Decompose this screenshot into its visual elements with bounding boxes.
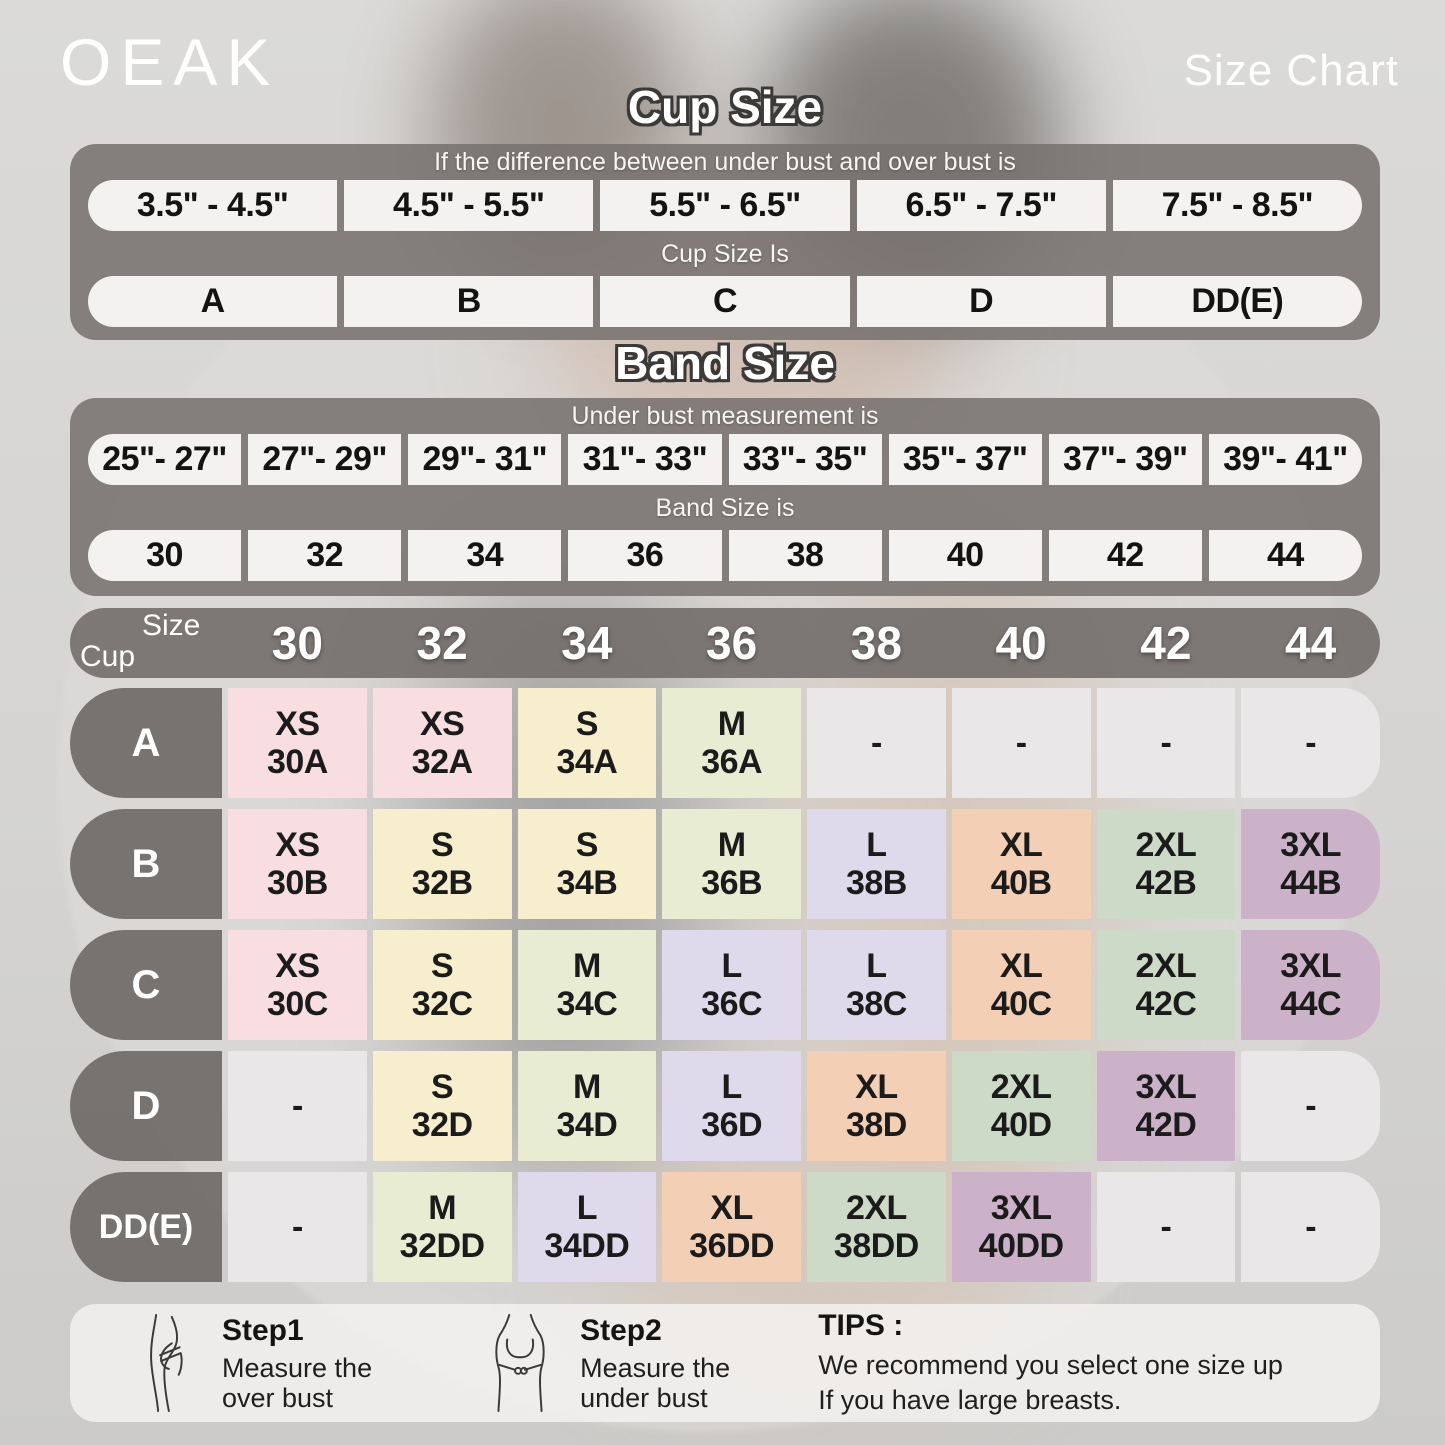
matrix-size-cell xyxy=(1241,809,1380,919)
cell-code: 32D xyxy=(411,1106,473,1144)
band-size-cell: 30 xyxy=(88,530,241,581)
cup-range-cell: 6.5" - 7.5" xyxy=(857,180,1106,231)
cup-range-cell: 7.5" - 8.5" xyxy=(1113,180,1362,231)
cell-code: 30B xyxy=(266,864,328,902)
cell-size: 3XL xyxy=(1280,826,1342,864)
cup-letter-cell: A xyxy=(88,276,337,327)
cell-size: XL xyxy=(855,1068,898,1106)
cell-code: 40B xyxy=(990,864,1052,902)
matrix-size-cell xyxy=(952,930,1091,1040)
matrix-size-cell xyxy=(1097,1051,1236,1161)
tips-line2: If you have large breasts. xyxy=(818,1384,1122,1415)
cell-size: S xyxy=(431,947,454,985)
cell-code: 32B xyxy=(411,864,473,902)
cell-code: 32A xyxy=(411,743,473,781)
cell-code: 40D xyxy=(990,1106,1052,1144)
matrix-size-cell xyxy=(373,688,512,798)
matrix-size-cell xyxy=(952,1172,1091,1282)
cup-range-cell: 4.5" - 5.5" xyxy=(344,180,593,231)
matrix-row-label: D xyxy=(70,1051,222,1161)
step1-line2: over bust xyxy=(222,1382,334,1413)
cell-size: - xyxy=(1305,1087,1317,1125)
step2-title: Step2 xyxy=(580,1313,662,1347)
cell-code: 44C xyxy=(1280,985,1342,1023)
cup-letter-row xyxy=(88,276,1362,327)
band-size-table xyxy=(70,398,1380,596)
band-range-cell: 27"- 29" xyxy=(248,434,401,485)
cell-code: 34C xyxy=(556,985,618,1023)
matrix-size-cell xyxy=(1097,930,1236,1040)
band-size-cell: 42 xyxy=(1049,530,1202,581)
band-size-heading: Band Size xyxy=(615,337,835,389)
matrix-col-header: 30 xyxy=(271,617,323,669)
cell-size: XL xyxy=(999,826,1043,864)
cell-size: - xyxy=(1305,1208,1317,1246)
matrix-size-cell xyxy=(228,930,367,1040)
cell-code: 42D xyxy=(1135,1106,1197,1144)
matrix-size-cell xyxy=(662,1172,801,1282)
cup-size-table xyxy=(70,144,1380,340)
band-range-cell: 25"- 27" xyxy=(88,434,241,485)
cell-size: XS xyxy=(275,705,320,743)
cell-code: 34A xyxy=(556,743,618,781)
cell-size: - xyxy=(291,1087,303,1125)
cup-size-heading: Cup Size xyxy=(627,81,823,133)
cup-letter-cell: C xyxy=(600,276,849,327)
matrix-size-cell xyxy=(1097,1172,1236,1282)
cell-size: M xyxy=(428,1189,457,1227)
matrix-size-cell xyxy=(1241,688,1380,798)
matrix-row-label: A xyxy=(70,688,222,798)
band-size-row xyxy=(88,530,1362,581)
cup-letter-cell: DD(E) xyxy=(1113,276,1362,327)
matrix-size-cell xyxy=(1241,1172,1380,1282)
step2-line1: Measure the xyxy=(580,1352,731,1383)
matrix-col-header: 34 xyxy=(561,617,613,669)
cell-size: 2XL xyxy=(1135,947,1197,985)
cell-size: XS xyxy=(275,826,320,864)
cell-size: XS xyxy=(275,947,320,985)
band-range-cell: 33"- 35" xyxy=(729,434,882,485)
band-range-cell: 31"- 33" xyxy=(568,434,721,485)
matrix-size-cell xyxy=(228,1172,367,1282)
band-range-cell: 37"- 39" xyxy=(1049,434,1202,485)
cell-size: 3XL xyxy=(1135,1068,1197,1106)
cell-size: 3XL xyxy=(990,1189,1052,1227)
cell-code: 30C xyxy=(266,985,328,1023)
cell-size: 3XL xyxy=(1280,947,1342,985)
band-size-cell: 38 xyxy=(729,530,882,581)
band-size-cell: 36 xyxy=(568,530,721,581)
measure-overbust-icon xyxy=(126,1314,198,1412)
tips-title: TIPS : xyxy=(818,1308,904,1342)
cup-range-cell: 5.5" - 6.5" xyxy=(600,180,849,231)
tips-line1: We recommend you select one size up xyxy=(818,1349,1283,1380)
matrix-col-header: 42 xyxy=(1140,617,1192,669)
matrix-size-cell xyxy=(373,930,512,1040)
cup-letter-cell: D xyxy=(857,276,1106,327)
matrix-col-header: 44 xyxy=(1285,617,1337,669)
cell-code: 44B xyxy=(1280,864,1342,902)
matrix-size-cell xyxy=(373,1051,512,1161)
matrix-size-cell xyxy=(518,688,657,798)
matrix-size-cell xyxy=(228,1051,367,1161)
matrix-size-cell xyxy=(662,688,801,798)
matrix-col-header: 40 xyxy=(995,617,1047,669)
step1-title: Step1 xyxy=(222,1313,304,1347)
cup-letter-cell: B xyxy=(344,276,593,327)
matrix-size-cell xyxy=(1241,1051,1380,1161)
cell-size: - xyxy=(1015,724,1027,762)
cell-size: XS xyxy=(419,705,465,743)
cell-size: 2XL xyxy=(1135,826,1197,864)
matrix-col-header: 38 xyxy=(850,617,902,669)
band-range-cell: 39"- 41" xyxy=(1209,434,1362,485)
cell-size: - xyxy=(1160,724,1172,762)
cell-code: 38DD xyxy=(833,1227,919,1265)
cell-code: 34D xyxy=(556,1106,618,1144)
cell-code: 36D xyxy=(701,1106,763,1144)
matrix-size-cell xyxy=(807,930,946,1040)
matrix-size-cell xyxy=(662,1051,801,1161)
step1-line1: Measure the xyxy=(222,1352,373,1383)
cell-size: 2XL xyxy=(845,1189,907,1227)
band-size-cell: 40 xyxy=(889,530,1042,581)
band-result-label: Band Size is xyxy=(655,494,795,522)
matrix-size-cell xyxy=(952,688,1091,798)
cell-code: 36A xyxy=(701,743,763,781)
cup-condition-label: If the difference between under bust and over bust is xyxy=(434,148,1016,176)
matrix-row-label: C xyxy=(70,930,222,1040)
cell-size: - xyxy=(291,1208,303,1246)
band-condition-label: Under bust measurement is xyxy=(571,402,879,430)
cell-size: XL xyxy=(710,1189,753,1227)
matrix-size-cell xyxy=(1097,809,1236,919)
band-range-cell: 35"- 37" xyxy=(889,434,1042,485)
band-range-row xyxy=(88,434,1362,485)
matrix-size-cell xyxy=(807,809,946,919)
matrix-col-header: 36 xyxy=(706,617,758,669)
matrix-size-cell xyxy=(952,809,1091,919)
cell-size: M xyxy=(717,705,746,743)
cell-code: 32DD xyxy=(399,1227,485,1265)
matrix-row-label: B xyxy=(70,809,222,919)
matrix-size-cell xyxy=(1241,930,1380,1040)
matrix-size-cell xyxy=(807,1172,946,1282)
cup-range-cell: 3.5" - 4.5" xyxy=(88,180,337,231)
measure-underbust-icon xyxy=(484,1314,556,1412)
size-cup-corner xyxy=(70,608,222,678)
matrix-header-bar xyxy=(70,608,1380,678)
band-range-cell: 29"- 31" xyxy=(408,434,561,485)
cell-code: 36B xyxy=(701,864,763,902)
matrix-size-cell xyxy=(373,809,512,919)
corner-size-label: Size xyxy=(142,609,201,642)
cell-code: 36DD xyxy=(689,1227,775,1265)
measure-guide-bar xyxy=(70,1304,1380,1422)
cup-range-row xyxy=(88,180,1362,231)
cell-code: 34DD xyxy=(544,1227,630,1265)
size-matrix xyxy=(70,688,1380,1282)
cell-size: L xyxy=(721,1068,742,1106)
cell-code: 40C xyxy=(990,985,1052,1023)
cell-code: 36C xyxy=(701,985,763,1023)
step2-block xyxy=(580,1314,730,1413)
matrix-size-cell xyxy=(518,809,657,919)
cell-code: 38D xyxy=(845,1106,907,1144)
matrix-size-cell xyxy=(807,688,946,798)
band-size-cell: 32 xyxy=(248,530,401,581)
cell-code: 42B xyxy=(1135,864,1197,902)
cell-size: - xyxy=(1160,1208,1172,1246)
cup-result-label: Cup Size Is xyxy=(661,240,789,268)
matrix-size-cell xyxy=(518,1172,657,1282)
matrix-row-label: DD(E) xyxy=(70,1172,222,1282)
matrix-size-cell xyxy=(662,809,801,919)
cell-code: 34B xyxy=(556,864,618,902)
cell-size: L xyxy=(721,947,742,985)
matrix-col-header: 32 xyxy=(416,617,468,669)
cell-size: M xyxy=(572,1068,601,1106)
matrix-size-cell xyxy=(952,1051,1091,1161)
cell-size: 2XL xyxy=(990,1068,1052,1106)
matrix-size-cell xyxy=(1097,688,1236,798)
matrix-size-cell xyxy=(228,809,367,919)
step2-line2: under bust xyxy=(580,1382,708,1413)
cell-size: S xyxy=(575,826,598,864)
cell-size: - xyxy=(870,724,882,762)
cell-size: L xyxy=(576,1189,598,1227)
cell-code: 40DD xyxy=(978,1227,1064,1265)
brand-logo: OEAK xyxy=(60,25,280,99)
cell-size: M xyxy=(572,947,601,985)
band-size-cell: 34 xyxy=(408,530,561,581)
cell-size: S xyxy=(431,1068,454,1106)
cell-size: S xyxy=(431,826,454,864)
matrix-size-cell xyxy=(373,1172,512,1282)
matrix-size-cell xyxy=(228,688,367,798)
cell-code: 38C xyxy=(845,985,907,1023)
matrix-size-cell xyxy=(518,1051,657,1161)
cell-size: L xyxy=(866,947,887,985)
cell-size: L xyxy=(866,826,887,864)
cell-code: 42C xyxy=(1135,985,1197,1023)
step1-block xyxy=(222,1314,372,1413)
band-size-cell: 44 xyxy=(1209,530,1362,581)
matrix-size-cell xyxy=(518,930,657,1040)
page-title: Size Chart xyxy=(1183,46,1399,95)
corner-cup-label: Cup xyxy=(80,640,136,673)
cell-size: XL xyxy=(999,947,1043,985)
cell-code: 32C xyxy=(411,985,473,1023)
matrix-size-cell xyxy=(662,930,801,1040)
cell-size: - xyxy=(1305,724,1317,762)
cell-code: 38B xyxy=(845,864,907,902)
cell-size: S xyxy=(575,705,598,743)
matrix-size-cell xyxy=(807,1051,946,1161)
tips-block xyxy=(818,1309,1283,1418)
cell-code: 30A xyxy=(266,743,328,781)
cell-size: M xyxy=(717,826,746,864)
